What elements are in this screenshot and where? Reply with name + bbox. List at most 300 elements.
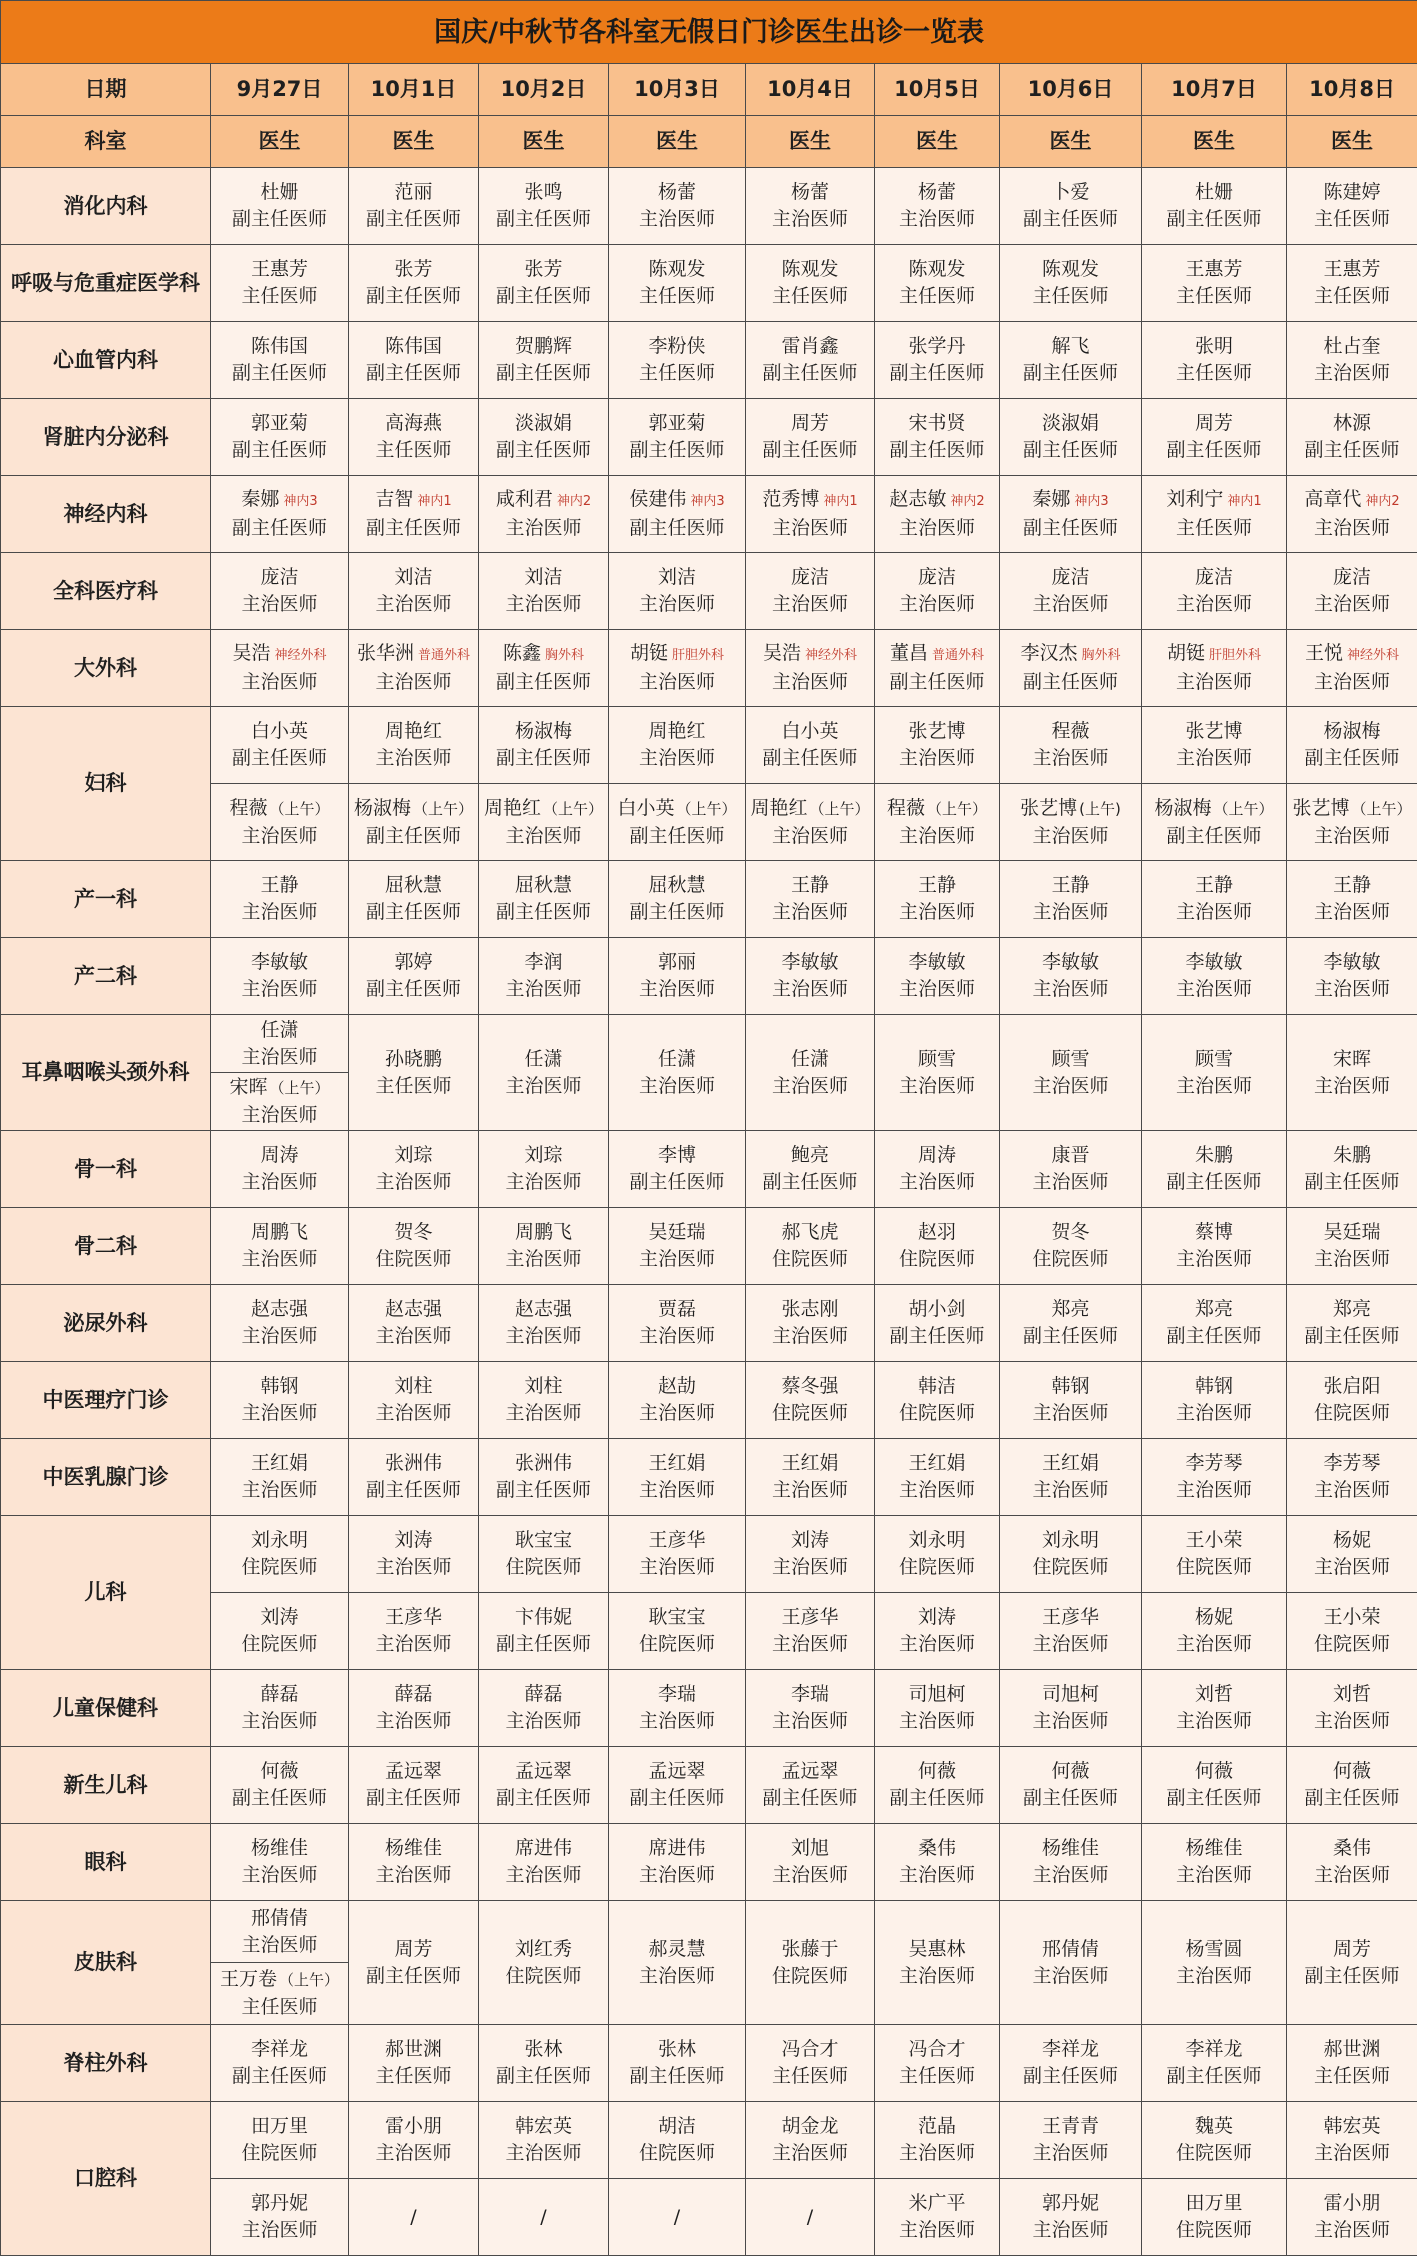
- doctor-title: 副主任医师: [1142, 1785, 1286, 1812]
- doctor-name: 王静: [1333, 874, 1371, 896]
- doctor-name: 任潇: [524, 1048, 562, 1070]
- doctor-name: 程薇: [887, 797, 925, 819]
- doctor-title: 住院医师: [1142, 1554, 1286, 1581]
- doctor-name: 杨淑梅: [1154, 797, 1211, 819]
- department-name: 新生儿科: [1, 1747, 211, 1824]
- doctor-line: [479, 1373, 608, 1400]
- doctor-name: 王静: [1195, 874, 1233, 896]
- schedule-cell: [746, 1516, 875, 1593]
- schedule-cell: [349, 861, 479, 938]
- doctor-line: [1142, 410, 1286, 437]
- doctor-session: （上午）: [810, 800, 870, 818]
- doctor-name: 屈秋慧: [515, 874, 572, 896]
- doctor-title: 主治医师: [746, 976, 874, 1003]
- doctor-title: 副主任医师: [479, 206, 608, 233]
- department-name: 耳鼻咽喉头颈外科: [1, 1015, 211, 1131]
- doctor-name: 刘涛: [918, 1606, 956, 1628]
- doctor-line: [349, 1296, 478, 1323]
- department-name: 心血管内科: [1, 322, 211, 399]
- schedule-cell: [1287, 245, 1417, 322]
- table-row: [1, 1362, 1417, 1439]
- schedule-cell: [875, 2102, 1000, 2179]
- schedule-cell: [1287, 553, 1417, 630]
- doctor-name: 程薇: [229, 797, 267, 819]
- doctor-name: 赵志强: [251, 1298, 308, 1320]
- doctor-name: 王惠芳: [1185, 258, 1242, 280]
- doctor-line: [609, 1681, 745, 1708]
- doctor-name: 胡铤: [630, 642, 668, 664]
- doctor-name: 杨雪圆: [1185, 1938, 1242, 1960]
- doctor-line: [479, 1936, 608, 1963]
- doctor-line: [479, 486, 608, 515]
- doctor-name: 王彦华: [781, 1606, 838, 1628]
- doctor-line: [479, 1219, 608, 1246]
- date-header-3: 10月3日: [609, 64, 746, 116]
- doctor-line: [875, 640, 999, 669]
- doctor-title: 主治医师: [609, 1323, 745, 1350]
- doctor-line: [349, 1604, 478, 1631]
- doctor-title: 主治医师: [875, 823, 999, 850]
- doctor-name: 李敏敏: [1185, 951, 1242, 973]
- doctor-session: （上午）: [927, 800, 987, 818]
- doctor-line: [875, 486, 999, 515]
- doctor-subdept: 胸外科: [545, 648, 584, 663]
- schedule-cell: [609, 1824, 746, 1901]
- doctor-name: 刘利宁: [1166, 488, 1223, 510]
- doctor-subdept: 神内2: [557, 494, 591, 509]
- schedule-cell: [1000, 1747, 1142, 1824]
- doctor-title: 主治医师: [1287, 1073, 1417, 1100]
- dept-label: 科室: [1, 116, 211, 168]
- schedule-cell: [746, 2025, 875, 2102]
- doctor-name: 张林: [524, 2038, 562, 2060]
- doctor-name: 杨维佳: [1042, 1837, 1099, 1859]
- doctor-subdept: 神内2: [950, 494, 984, 509]
- doctor-line: [349, 1046, 478, 1073]
- doctor-title: 主治医师: [1142, 1073, 1286, 1100]
- doctor-name: 周涛: [260, 1144, 298, 1166]
- doctor-name: 陈建婷: [1324, 181, 1381, 203]
- split-cell-part: [211, 1015, 348, 1073]
- schedule-cell: [349, 2102, 479, 2179]
- schedule-cell: [211, 938, 349, 1015]
- doctor-line: [875, 718, 999, 745]
- split-cell-part: [211, 1073, 348, 1130]
- doctor-title: 副主任医师: [211, 437, 348, 464]
- doctor-title: 主治医师: [746, 206, 874, 233]
- doctor-name: 朱鹏: [1195, 1144, 1233, 1166]
- schedule-cell: [1000, 2102, 1142, 2179]
- doctor-name: 刘永明: [908, 1529, 965, 1551]
- schedule-cell: [211, 322, 349, 399]
- doctor-title: 副主任医师: [1000, 1323, 1141, 1350]
- doctor-name: 胡小剑: [908, 1298, 965, 1320]
- doctor-header-3: 医生: [609, 116, 746, 168]
- doctor-title: 住院医师: [1000, 1554, 1141, 1581]
- schedule-cell: [1142, 784, 1287, 861]
- doctor-title: 副主任医师: [349, 283, 478, 310]
- doctor-title: 副主任医师: [211, 515, 348, 542]
- doctor-line: [1142, 949, 1286, 976]
- doctor-line: [875, 410, 999, 437]
- schedule-cell: [211, 1362, 349, 1439]
- doctor-name: 吴廷瑞: [1324, 1221, 1381, 1243]
- doctor-title: 主任医师: [1287, 206, 1417, 233]
- doctor-line: [1000, 640, 1141, 669]
- doctor-title: 副主任医师: [875, 360, 999, 387]
- doctor-name: 李粉侠: [648, 335, 705, 357]
- department-name: 眼科: [1, 1824, 211, 1901]
- doctor-title: 主治医师: [479, 1169, 608, 1196]
- schedule-cell: [479, 1285, 609, 1362]
- doctor-line: [1000, 410, 1141, 437]
- doctor-name: 顾雪: [1195, 1048, 1233, 1070]
- doctor-name: 桑伟: [1333, 1837, 1371, 1859]
- doctor-name: 孟远翠: [648, 1760, 705, 1782]
- table-row: [1, 245, 1417, 322]
- doctor-name: 刘涛: [260, 1606, 298, 1628]
- schedule-cell: [211, 1015, 349, 1131]
- doctor-title: 主治医师: [479, 823, 608, 850]
- doctor-line: [479, 718, 608, 745]
- doctor-title: 主治医师: [609, 1554, 745, 1581]
- doctor-line: [875, 1835, 999, 1862]
- doctor-name: 何薇: [918, 1760, 956, 1782]
- doctor-name: 张启阳: [1324, 1375, 1381, 1397]
- schedule-cell: [1142, 1362, 1287, 1439]
- doctor-line: [349, 179, 478, 206]
- doctor-line: [875, 949, 999, 976]
- doctor-title: 主治医师: [1287, 1862, 1417, 1889]
- doctor-title: 主治医师: [746, 2140, 874, 2167]
- doctor-title: 住院医师: [479, 1554, 608, 1581]
- schedule-cell: [479, 2025, 609, 2102]
- schedule-cell: [1000, 1593, 1142, 1670]
- schedule-cell: [1287, 1439, 1417, 1516]
- doctor-title: 主任医师: [1142, 360, 1286, 387]
- doctor-title: 主治医师: [1000, 745, 1141, 772]
- doctor-name: 李敏敏: [251, 951, 308, 973]
- doctor-name: 刘涛: [791, 1529, 829, 1551]
- doctor-name: 白小英: [781, 720, 838, 742]
- date-header-1: 10月1日: [349, 64, 479, 116]
- doctor-title: 主治医师: [349, 669, 478, 696]
- schedule-cell: [211, 1285, 349, 1362]
- doctor-title: 副主任医师: [349, 976, 478, 1003]
- schedule-cell: [1000, 553, 1142, 630]
- doctor-title: 副主任医师: [349, 206, 478, 233]
- doctor-name: 李博: [658, 1144, 696, 1166]
- doctor-title: 副主任医师: [211, 1785, 348, 1812]
- schedule-cell: [211, 476, 349, 553]
- schedule-cell: [746, 1362, 875, 1439]
- doctor-name: 胡金龙: [781, 2115, 838, 2137]
- doctor-title: 主治医师: [1000, 1477, 1141, 1504]
- doctor-subdept: 神内1: [417, 494, 451, 509]
- schedule-cell: [349, 1747, 479, 1824]
- doctor-title: 主治医师: [211, 1708, 348, 1735]
- doctor-name: 张志刚: [781, 1298, 838, 1320]
- table-row: [1, 1285, 1417, 1362]
- doctor-line: [349, 718, 478, 745]
- doctor-name: 田万里: [251, 2115, 308, 2137]
- schedule-cell: [211, 2025, 349, 2102]
- table-row: [1, 1747, 1417, 1824]
- doctor-name: 刘洁: [394, 566, 432, 588]
- schedule-cell: [1000, 2179, 1142, 2256]
- doctor-subdept: 神经外科: [275, 648, 327, 663]
- doctor-title: 主任医师: [1000, 283, 1141, 310]
- doctor-line: [1142, 872, 1286, 899]
- doctor-title: 主治医师: [1142, 669, 1286, 696]
- doctor-name: 孟远翠: [781, 1760, 838, 1782]
- doctor-title: 主治医师: [1287, 2140, 1417, 2167]
- doctor-name: 周艳红: [385, 720, 442, 742]
- doctor-line: [211, 486, 348, 515]
- doctor-name: 周鹏飞: [515, 1221, 572, 1243]
- doctor-title: 主治医师: [1287, 1554, 1417, 1581]
- schedule-cell: [1287, 784, 1417, 861]
- doctor-name: 刘涛: [394, 1529, 432, 1551]
- doctor-name: 郭婷: [394, 951, 432, 973]
- doctor-name: 朱鹏: [1333, 1144, 1371, 1166]
- schedule-cell: [1142, 1593, 1287, 1670]
- schedule-cell: [875, 168, 1000, 245]
- doctor-title: 主治医师: [609, 1477, 745, 1504]
- doctor-title: 副主任医师: [1000, 437, 1141, 464]
- doctor-line: [1287, 2190, 1417, 2217]
- doctor-title: 副主任医师: [349, 515, 478, 542]
- schedule-cell: [1000, 1516, 1142, 1593]
- doctor-title: 主治医师: [211, 1246, 348, 1273]
- empty-slot: /: [674, 2206, 680, 2228]
- schedule-cell: [609, 1747, 746, 1824]
- doctor-title: 副主任医师: [479, 2063, 608, 2090]
- doctor-name: 任潇: [260, 1019, 298, 1041]
- page-title: 国庆/中秋节各科室无假日门诊医生出诊一览表: [1, 1, 1417, 64]
- schedule-cell: [1142, 1285, 1287, 1362]
- doctor-title: 主治医师: [1287, 669, 1417, 696]
- table-row: [1, 2025, 1417, 2102]
- schedule-cell: [609, 1901, 746, 2025]
- date-header-5: 10月5日: [875, 64, 1000, 116]
- doctor-title: 住院医师: [875, 1246, 999, 1273]
- doctor-name: 何薇: [1051, 1760, 1089, 1782]
- doctor-line: [1000, 1296, 1141, 1323]
- doctor-name: 吴浩: [232, 642, 270, 664]
- doctor-line: [349, 872, 478, 899]
- doctor-line: [875, 1219, 999, 1246]
- doctor-session: （上午）: [279, 1971, 339, 1989]
- schedule-cell: [746, 861, 875, 938]
- doctor-title: 主治医师: [211, 1044, 348, 1071]
- doctor-line: [211, 872, 348, 899]
- doctor-title: 主治医师: [875, 1631, 999, 1658]
- schedule-cell: [349, 784, 479, 861]
- doctor-name: 吉智: [375, 488, 413, 510]
- doctor-line: [1142, 795, 1286, 823]
- doctor-title: 副主任医师: [1000, 2063, 1141, 2090]
- department-name: 产一科: [1, 861, 211, 938]
- doctor-title: 主治医师: [1142, 1631, 1286, 1658]
- schedule-cell: [211, 861, 349, 938]
- doctor-title: 副主任医师: [211, 2063, 348, 2090]
- doctor-name: 王惠芳: [251, 258, 308, 280]
- doctor-title: 主治医师: [211, 2217, 348, 2244]
- doctor-name: 王彦华: [385, 1606, 442, 1628]
- schedule-cell: [875, 476, 1000, 553]
- table-row: [1, 399, 1417, 476]
- doctor-line: [1142, 486, 1286, 515]
- schedule-cell: [609, 1670, 746, 1747]
- schedule-cell: [746, 1015, 875, 1131]
- doctor-line: [479, 949, 608, 976]
- doctor-title: 副主任医师: [1000, 669, 1141, 696]
- doctor-line: [211, 256, 348, 283]
- schedule-cell: [1287, 1824, 1417, 1901]
- doctor-line: [875, 1758, 999, 1785]
- split-cell: [211, 1015, 348, 1130]
- doctor-title: 主任医师: [609, 283, 745, 310]
- doctor-line: [1287, 486, 1417, 515]
- doctor-line: [479, 1758, 608, 1785]
- doctor-line: [609, 949, 745, 976]
- doctor-name: 卞伟妮: [515, 1606, 572, 1628]
- doctor-line: [1142, 718, 1286, 745]
- doctor-title: 主治医师: [746, 1073, 874, 1100]
- doctor-name: 魏英: [1195, 2115, 1233, 2137]
- doctor-line: [1287, 1373, 1417, 1400]
- doctor-title: 住院医师: [1287, 1631, 1417, 1658]
- doctor-name: 秦娜: [1032, 488, 1070, 510]
- doctor-name: 雷小朋: [385, 2115, 442, 2137]
- schedule-cell: [479, 476, 609, 553]
- doctor-line: [1000, 2190, 1141, 2217]
- schedule-cell: [479, 630, 609, 707]
- doctor-title: 主治医师: [479, 976, 608, 1003]
- schedule-cell: [1000, 1824, 1142, 1901]
- doctor-name: 李敏敏: [1324, 951, 1381, 973]
- schedule-cell: [1000, 861, 1142, 938]
- schedule-cell: [609, 1362, 746, 1439]
- doctor-title: 副主任医师: [349, 823, 478, 850]
- doctor-line: [1000, 1450, 1141, 1477]
- schedule-cell: [211, 2102, 349, 2179]
- table-row: [1, 938, 1417, 1015]
- doctor-title: 主治医师: [349, 1554, 478, 1581]
- doctor-line: [1142, 1527, 1286, 1554]
- doctor-name: 郭丽: [658, 951, 696, 973]
- doctor-name: 董昌: [890, 642, 928, 664]
- doctor-line: [1000, 949, 1141, 976]
- schedule-cell: [211, 1516, 349, 1593]
- schedule-cell: [1287, 1285, 1417, 1362]
- schedule-cell: [1287, 1516, 1417, 1593]
- doctor-name: 郭亚菊: [251, 412, 308, 434]
- schedule-cell: [1287, 707, 1417, 784]
- doctor-line: [1287, 1936, 1417, 1963]
- schedule-cell: [875, 2025, 1000, 2102]
- doctor-header-7: 医生: [1142, 116, 1287, 168]
- doctor-line: [349, 2113, 478, 2140]
- doctor-line: [875, 256, 999, 283]
- schedule-cell: [875, 245, 1000, 322]
- schedule-cell: [1287, 1670, 1417, 1747]
- doctor-name: 刘柱: [524, 1375, 562, 1397]
- doctor-line: [609, 564, 745, 591]
- doctor-title: 主治医师: [349, 2140, 478, 2167]
- date-header-7: 10月7日: [1142, 64, 1287, 116]
- doctor-name: 李祥龙: [1185, 2038, 1242, 2060]
- doctor-title: 住院医师: [746, 1963, 874, 1990]
- doctor-line: [1142, 1758, 1286, 1785]
- schedule-cell: [1287, 322, 1417, 399]
- doctor-session: （上午）: [1214, 800, 1274, 818]
- doctor-header-row: [1, 116, 1417, 168]
- table-row: [1, 1901, 1417, 2025]
- doctor-line: [1000, 872, 1141, 899]
- doctor-line: [875, 1046, 999, 1073]
- table-row: [1, 1131, 1417, 1208]
- doctor-line: [349, 1758, 478, 1785]
- schedule-cell: [875, 1362, 1000, 1439]
- doctor-line: [1287, 2036, 1417, 2063]
- doctor-line: [875, 179, 999, 206]
- doctor-title: 主治医师: [211, 1477, 348, 1504]
- doctor-title: 主任医师: [1287, 2063, 1417, 2090]
- split-cell: [211, 1901, 348, 2024]
- department-name: 大外科: [1, 630, 211, 707]
- table-row: [1, 1208, 1417, 1285]
- doctor-name: 桑伟: [918, 1837, 956, 1859]
- doctor-name: 杨妮: [1195, 1606, 1233, 1628]
- doctor-line: [746, 1373, 874, 1400]
- doctor-line: [1142, 256, 1286, 283]
- doctor-name: 庞洁: [791, 566, 829, 588]
- doctor-line: [1142, 2190, 1286, 2217]
- doctor-line: [479, 872, 608, 899]
- doctor-name: 李润: [524, 951, 562, 973]
- doctor-name: 席进伟: [648, 1837, 705, 1859]
- doctor-line: [875, 1681, 999, 1708]
- doctor-name: 雷小朋: [1324, 2192, 1381, 2214]
- doctor-title: 副主任医师: [1142, 2063, 1286, 2090]
- doctor-line: [1142, 640, 1286, 669]
- doctor-line: [1287, 795, 1417, 823]
- doctor-name: 蔡博: [1195, 1221, 1233, 1243]
- doctor-title: 住院医师: [1287, 1400, 1417, 1427]
- doctor-name: 李敏敏: [908, 951, 965, 973]
- doctor-title: 主治医师: [1000, 1631, 1141, 1658]
- split-cell-part: [211, 1901, 348, 1963]
- doctor-title: 主任医师: [875, 283, 999, 310]
- doctor-line: [211, 1835, 348, 1862]
- empty-slot: /: [410, 2206, 416, 2228]
- schedule-cell: [875, 1015, 1000, 1131]
- doctor-name: 邢倩倩: [251, 1907, 308, 1929]
- doctor-line: [211, 1758, 348, 1785]
- schedule-cell: [479, 1593, 609, 1670]
- doctor-subdept: 胸外科: [1082, 648, 1121, 663]
- doctor-name: 杨蕾: [658, 181, 696, 203]
- doctor-title: 主治医师: [746, 1631, 874, 1658]
- doctor-line: [211, 795, 348, 823]
- doctor-line: [609, 1527, 745, 1554]
- doctor-line: [1287, 1758, 1417, 1785]
- doctor-title: 主治医师: [1287, 515, 1417, 542]
- doctor-title: 副主任医师: [1000, 515, 1141, 542]
- doctor-line: [479, 2113, 608, 2140]
